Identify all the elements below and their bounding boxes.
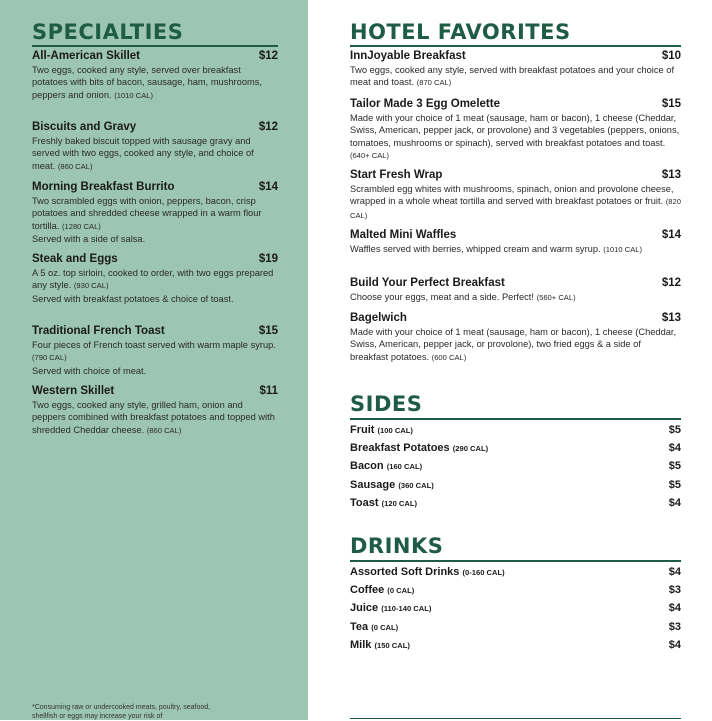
item-price: $14 <box>661 229 681 241</box>
item-name: Juice (110-140 CAL) <box>350 602 432 614</box>
item-name: Build Your Perfect Breakfast <box>350 277 505 289</box>
item-name: Biscuits and Gravy <box>32 121 137 133</box>
item-price: $19 <box>258 253 278 265</box>
item-description: Two eggs, cooked any style, grilled ham, onion and peppers combined with breakfast potatoes and topped with shredded Cheddar cheese. (860 CAL) <box>32 400 275 435</box>
sides-rule <box>350 418 681 420</box>
drinks-rule <box>350 560 681 562</box>
item-price: $12 <box>661 277 681 289</box>
item-name: Bacon (160 CAL) <box>350 460 423 472</box>
item-name: Western Skillet <box>32 385 115 397</box>
menu-item <box>32 253 278 305</box>
item-price: $15 <box>258 325 278 337</box>
item-calories: (790 CAL) <box>32 353 67 363</box>
menu-item <box>350 169 681 222</box>
item-calories: (600 CAL) <box>431 352 467 362</box>
hotel-favorites-title: HOTEL FAVORITES <box>350 20 571 44</box>
item-price: $13 <box>661 169 681 181</box>
item-name: InnJoyable Breakfast <box>350 50 466 62</box>
specialties-title: SPECIALTIES <box>32 20 184 44</box>
item-calories: (360 CAL) <box>398 481 434 490</box>
item-name: Assorted Soft Drinks (0-160 CAL) <box>350 566 505 578</box>
item-calories: (160 CAL) <box>386 462 423 471</box>
item-calories: (290 CAL) <box>452 444 489 453</box>
item-calories: (1010 CAL) <box>603 245 643 254</box>
item-name: Morning Breakfast Burrito <box>32 181 175 193</box>
item-description: Scrambled egg whites with mushrooms, spinach, onion and provolone cheese, wrapped in a whole wheat tortilla and served with breakfast potatoes or fruit. (820 CAL) <box>350 184 681 220</box>
item-name: Toast (120 CAL) <box>350 497 418 509</box>
item-name: Fruit (100 CAL) <box>350 424 413 436</box>
item-calories: (560+ CAL) <box>536 293 576 302</box>
footnote: *Consuming raw or undercooked meats, poultry, seafood, shellfish or eggs may increase your risk of <box>32 704 211 720</box>
item-name: Bagelwich <box>350 312 407 324</box>
item-price: $14 <box>258 181 278 193</box>
item-note: Served with choice of meat. <box>32 365 147 376</box>
item-name: Sausage (360 CAL) <box>350 479 434 491</box>
item-calories: (930 CAL) <box>73 281 109 291</box>
item-calories: (110-140 CAL) <box>381 604 432 613</box>
side-item <box>350 497 681 509</box>
item-description: Made with your choice of 1 meat (sausage, ham or bacon), 1 cheese (Cheddar, Swiss, American, pepper jack, or provolone), two fried eggs & a side of breakfast potatoes. (600 CAL) <box>350 327 677 362</box>
item-name: Steak and Eggs <box>32 253 118 265</box>
drink-item <box>350 621 681 633</box>
drinks-title: DRINKS <box>350 534 444 558</box>
item-price: $5 <box>668 460 681 472</box>
item-price: $12 <box>258 50 278 62</box>
item-price: $4 <box>668 639 681 651</box>
menu-item <box>350 277 681 304</box>
item-name: Malted Mini Waffles <box>350 229 457 241</box>
item-name: Tea (0 CAL) <box>350 621 399 633</box>
item-calories: (0 CAL) <box>371 623 399 632</box>
item-note: Served with a side of salsa. <box>32 233 146 244</box>
item-calories: (150 CAL) <box>374 641 410 650</box>
item-calories: (640+ CAL) <box>350 150 390 160</box>
item-name: Breakfast Potatoes (290 CAL) <box>350 442 489 454</box>
item-price: $4 <box>668 566 681 578</box>
item-calories: (1010 CAL) <box>114 90 154 100</box>
item-price: $11 <box>259 385 278 397</box>
item-price: $10 <box>661 50 681 62</box>
bottom-rule <box>350 718 681 719</box>
item-price: $4 <box>668 497 681 509</box>
item-name: Traditional French Toast <box>32 325 165 337</box>
sides-title: SIDES <box>350 392 423 416</box>
side-item <box>350 424 681 436</box>
side-item <box>350 460 681 472</box>
item-price: $12 <box>258 121 278 133</box>
item-price: $4 <box>668 602 681 614</box>
item-name: Start Fresh Wrap <box>350 169 443 181</box>
item-description: Freshly baked biscuit topped with sausage gravy and served with two eggs, cooked any style, and choice of meat. (860 CAL) <box>32 136 254 171</box>
side-item <box>350 479 681 491</box>
item-price: $5 <box>668 479 681 491</box>
menu-item <box>32 181 278 245</box>
item-calories: (120 CAL) <box>381 499 418 508</box>
drink-item <box>350 602 681 614</box>
item-calories: (100 CAL) <box>377 426 413 435</box>
item-price: $5 <box>668 424 681 436</box>
item-name: All-American Skillet <box>32 50 141 62</box>
item-description: A 5 oz. top sirloin, cooked to order, with two eggs prepared any style. (930 CAL) Served with breakfast potatoes & choice of toast. <box>32 268 274 304</box>
item-calories: (0-160 CAL) <box>462 568 505 577</box>
menu-item <box>32 325 278 377</box>
item-name: Coffee (0 CAL) <box>350 584 415 596</box>
item-description: Choose your eggs, meat and a side. Perfect! (560+ CAL) <box>350 292 576 302</box>
menu-item <box>350 98 681 162</box>
item-note: Served with breakfast potatoes & choice of toast. <box>32 293 234 304</box>
item-description: Two eggs, cooked any style, served with breakfast potatoes and your choice of meat and toast. (870 CAL) <box>350 65 675 88</box>
item-name: Milk (150 CAL) <box>350 639 410 651</box>
item-name: Tailor Made 3 Egg Omelette <box>350 98 500 110</box>
item-description: Two eggs, cooked any style, served over breakfast potatoes with bits of bacon, sausage, ham, mushrooms, peppers and onion. (1010 CAL) <box>32 65 262 100</box>
item-price: $3 <box>668 584 681 596</box>
item-calories: (0 CAL) <box>387 586 415 595</box>
hotel-favorites-rule <box>350 45 681 47</box>
item-calories: (860 CAL) <box>57 161 93 171</box>
drink-item <box>350 566 681 578</box>
item-price: $15 <box>661 98 681 110</box>
menu-item <box>350 229 681 256</box>
drink-item <box>350 639 681 651</box>
side-item <box>350 442 681 454</box>
drink-item <box>350 584 681 596</box>
menu-item <box>350 312 681 364</box>
item-price: $3 <box>668 621 681 633</box>
item-calories: (820 CAL) <box>350 197 681 220</box>
item-price: $13 <box>661 312 681 324</box>
menu-item <box>350 50 681 90</box>
item-calories: (1280 CAL) <box>61 221 101 231</box>
item-description: Two scrambled eggs with onion, peppers, bacon, crisp potatoes and shredded cheese wrapped in a warm flour tortilla. (1280 CAL) Served with a side of salsa. <box>32 196 262 244</box>
menu-item <box>32 385 278 437</box>
item-description: Four pieces of French toast served with warm maple syrup. (790 CAL) Served with choice of meat. <box>32 340 276 376</box>
item-calories: (860 CAL) <box>146 425 182 435</box>
menu-item <box>32 50 278 102</box>
specialties-rule <box>32 45 278 47</box>
item-description: Waffles served with berries, whipped cream and warm syrup. (1010 CAL) <box>350 244 643 254</box>
item-description: Made with your choice of 1 meat (sausage, ham or bacon), 1 cheese (Cheddar, Swiss, American, pepper jack, or provolone) and 3 vegetables (peppers, onions, tomatoes, mushrooms or spinach), served with breakfast potatoes and toast. (640+ CAL) <box>350 113 680 160</box>
menu-item <box>32 121 278 173</box>
item-calories: (870 CAL) <box>416 78 452 88</box>
item-price: $4 <box>668 442 681 454</box>
